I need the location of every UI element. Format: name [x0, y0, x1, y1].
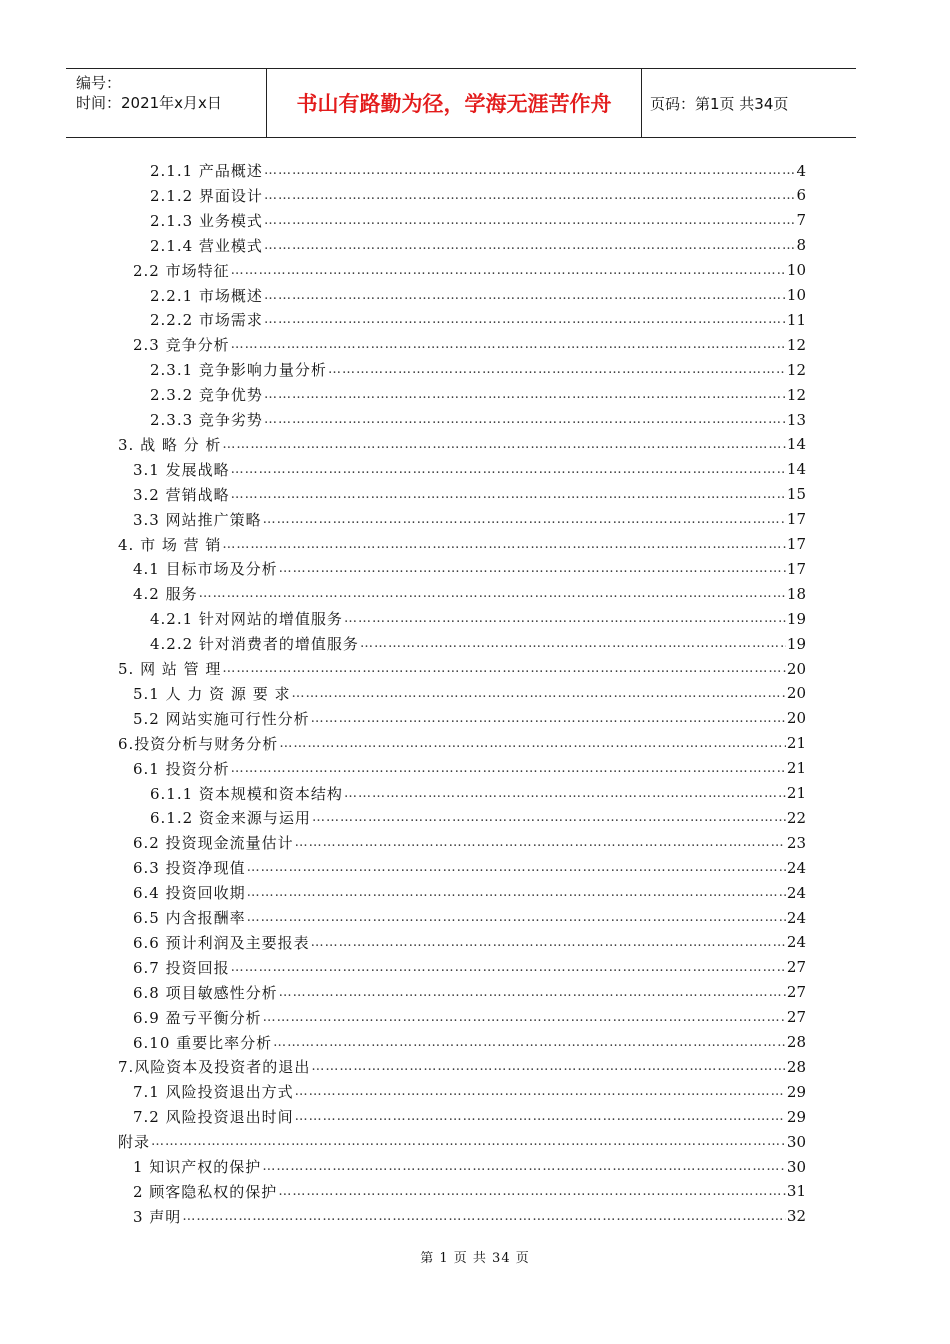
toc-entry[interactable] — [133, 855, 806, 880]
toc-entry-page: 10 — [786, 286, 806, 304]
toc-entry-page: 20 — [786, 709, 806, 728]
toc-entry-page: 14 — [786, 460, 806, 479]
toc-entry-page: 8 — [796, 236, 806, 255]
toc-dot-leader — [279, 561, 786, 576]
toc-dot-leader — [311, 711, 786, 726]
toc-entry[interactable] — [133, 930, 806, 955]
toc-dot-leader — [231, 761, 786, 776]
toc-dot-leader — [264, 387, 786, 402]
toc-entry[interactable] — [118, 532, 806, 557]
toc-entry-title: 6.8 项目敏感性分析 — [133, 983, 278, 1002]
toc-dot-leader — [311, 1059, 786, 1074]
toc-entry[interactable] — [150, 357, 806, 382]
toc-dot-leader — [291, 686, 785, 701]
toc-entry-page: 24 — [786, 883, 806, 902]
toc-entry-page: 19 — [786, 609, 806, 628]
toc-entry-page: 21 — [786, 784, 806, 802]
toc-dot-leader — [264, 163, 796, 178]
toc-dot-leader — [328, 362, 786, 377]
toc-entry-title: 3.2 营销战略 — [133, 485, 230, 504]
toc-entry[interactable] — [150, 233, 806, 258]
toc-dot-leader — [263, 1010, 786, 1025]
toc-entry-title: 6.投资分析与财务分析 — [118, 734, 279, 753]
toc-entry-title: 1 知识产权的保护 — [133, 1158, 262, 1176]
toc-entry-title: 2.2.1 市场概述 — [150, 286, 263, 305]
toc-dot-leader — [262, 1159, 786, 1174]
toc-entry[interactable] — [118, 731, 806, 756]
toc-entry[interactable] — [150, 805, 806, 830]
toc-entry-page: 21 — [786, 734, 806, 753]
toc-entry-page: 24 — [786, 908, 806, 927]
toc-entry-title: 6.5 内含报酬率 — [133, 909, 246, 927]
toc-entry-title: 4.2 服务 — [133, 585, 198, 604]
toc-entry-title: 6.6 预计利润及主要报表 — [133, 933, 310, 952]
toc-dot-leader — [264, 312, 786, 327]
toc-entry-title: 2.3 竞争分析 — [133, 336, 230, 355]
toc-entry-title: 5.1 人 力 资 源 要 求 — [133, 684, 291, 703]
toc-entry[interactable] — [133, 258, 806, 283]
toc-entry-page: 24 — [786, 933, 806, 952]
toc-entry-title: 3 声明 — [133, 1207, 182, 1226]
toc-entry-page: 29 — [786, 1107, 806, 1126]
toc-entry-title: 2.1.4 营业模式 — [150, 236, 263, 255]
toc-dot-leader — [231, 337, 786, 352]
toc-dot-leader — [264, 412, 786, 427]
toc-entry-page: 10 — [786, 261, 806, 280]
toc-entry-page: 31 — [786, 1182, 806, 1201]
toc-dot-leader — [247, 860, 786, 875]
toc-entry[interactable] — [133, 980, 806, 1005]
toc-entry[interactable] — [133, 681, 806, 706]
toc-entry[interactable] — [133, 905, 806, 930]
toc-entry-title: 7.1 风险投资退出方式 — [133, 1083, 294, 1102]
toc-entry[interactable] — [150, 407, 806, 432]
toc-entry[interactable] — [150, 158, 806, 183]
toc-entry[interactable] — [150, 631, 806, 656]
toc-dot-leader — [295, 835, 786, 850]
toc-entry-page: 32 — [786, 1207, 806, 1226]
toc-entry-title: 2.1.1 产品概述 — [150, 162, 263, 180]
toc-entry-title: 2.1.2 界面设计 — [150, 186, 263, 205]
toc-entry-title: 3. 战 略 分 析 — [118, 435, 222, 454]
toc-entry-title: 6.1.2 资金来源与运用 — [150, 809, 311, 828]
toc-entry-page: 28 — [786, 1033, 806, 1051]
toc-entry[interactable] — [133, 507, 806, 532]
toc-dot-leader — [278, 1184, 786, 1199]
toc-dot-leader — [263, 512, 786, 527]
toc-dot-leader — [295, 1084, 786, 1099]
toc-dot-leader — [264, 213, 796, 228]
toc-entry-title: 3.3 网站推广策略 — [133, 510, 262, 529]
toc-entry-page: 24 — [786, 858, 806, 877]
toc-entry-page: 30 — [786, 1157, 806, 1176]
toc-dot-leader — [182, 1209, 786, 1224]
toc-entry-page: 20 — [786, 659, 806, 678]
toc-entry[interactable] — [133, 1030, 806, 1055]
toc-entry-page: 17 — [786, 559, 806, 578]
toc-entry-page: 12 — [786, 385, 806, 404]
toc-dot-leader — [264, 188, 796, 203]
toc-entry-page: 22 — [786, 808, 806, 827]
toc-entry-page: 17 — [786, 535, 806, 553]
toc-dot-leader — [231, 263, 786, 278]
toc-entry[interactable] — [150, 283, 806, 308]
toc-entry[interactable] — [118, 656, 806, 681]
document-header — [66, 68, 856, 138]
toc-entry-page: 11 — [786, 310, 806, 329]
toc-entry-title: 6.9 盈亏平衡分析 — [133, 1008, 262, 1027]
toc-entry-title: 7.风险资本及投资者的退出 — [118, 1058, 311, 1077]
toc-entry-title: 2.3.1 竞争影响力量分析 — [150, 361, 327, 380]
toc-entry-page: 7 — [796, 211, 806, 230]
toc-entry-title: 2 顾客隐私权的保护 — [133, 1182, 278, 1201]
toc-dot-leader — [231, 487, 786, 502]
toc-entry-title: 5.2 网站实施可行性分析 — [133, 709, 310, 728]
toc-entry[interactable] — [133, 1079, 806, 1104]
header-meta — [66, 69, 267, 137]
toc-dot-leader — [231, 960, 786, 975]
toc-entry[interactable] — [133, 1104, 806, 1129]
toc-entry[interactable] — [150, 307, 806, 332]
toc-dot-leader — [231, 462, 786, 477]
toc-entry-page: 18 — [786, 584, 806, 603]
toc-entry[interactable] — [118, 1054, 806, 1079]
toc-entry-page: 17 — [786, 510, 806, 529]
toc-entry-page: 29 — [786, 1082, 806, 1101]
toc-entry-title: 2.2 市场特征 — [133, 261, 230, 280]
toc-entry-page: 15 — [786, 485, 806, 504]
toc-dot-leader — [151, 1134, 786, 1149]
toc-entry-title: 6.7 投资回报 — [133, 958, 230, 977]
header-motto: 书山有路勤为径，学海无涯苦作舟 — [267, 69, 642, 137]
toc-entry[interactable] — [150, 606, 806, 631]
toc-dot-leader — [247, 910, 786, 925]
toc-entry-title: 2.3.2 竞争优势 — [150, 386, 263, 405]
toc-entry[interactable] — [133, 955, 806, 980]
toc-dot-leader — [311, 935, 786, 950]
toc-entry[interactable] — [150, 382, 806, 407]
toc-dot-leader — [344, 611, 786, 626]
toc-dot-leader — [295, 1109, 786, 1124]
toc-entry-title: 2.3.3 竞争劣势 — [150, 411, 263, 429]
toc-entry[interactable] — [118, 432, 806, 457]
toc-dot-leader — [222, 537, 786, 552]
toc-entry[interactable] — [133, 706, 806, 731]
toc-entry[interactable] — [133, 1204, 806, 1229]
toc-entry-page: 20 — [786, 684, 806, 703]
toc-entry-page: 21 — [786, 759, 806, 778]
page-footer: 第 1 页 共 34 页 — [420, 1251, 530, 1266]
toc-entry[interactable] — [133, 1154, 806, 1179]
toc-entry-title: 6.2 投资现金流量估计 — [133, 834, 294, 853]
toc-entry-title: 4. 市 场 营 销 — [118, 535, 222, 554]
toc-entry-title: 6.3 投资净现值 — [133, 859, 246, 878]
toc-entry-title: 4.1 目标市场及分析 — [133, 560, 278, 579]
header-page-info: 页码：第1页 共34页 — [650, 94, 789, 113]
toc-dot-leader — [273, 1035, 786, 1050]
toc-entry-page: 28 — [786, 1057, 806, 1076]
toc-entry[interactable] — [150, 781, 806, 806]
toc-entry[interactable] — [133, 1005, 806, 1030]
toc-entry-title: 3.1 发展战略 — [133, 460, 230, 479]
toc-entry[interactable] — [133, 556, 806, 581]
toc-entry[interactable] — [133, 1179, 806, 1204]
toc-entry[interactable] — [133, 457, 806, 482]
toc-entry[interactable] — [133, 756, 806, 781]
toc-entry-page: 19 — [786, 634, 806, 653]
toc-entry[interactable] — [133, 581, 806, 606]
toc-entry-page: 13 — [786, 410, 806, 429]
toc-entry-page: 14 — [786, 435, 806, 454]
toc-entry-title: 6.1.1 资本规模和资本结构 — [150, 784, 343, 803]
toc-entry-page: 27 — [786, 958, 806, 977]
toc-dot-leader — [222, 661, 786, 676]
toc-entry[interactable] — [133, 482, 806, 507]
toc-entry-title: 6.10 重要比率分析 — [133, 1033, 273, 1052]
toc-dot-leader — [222, 437, 786, 452]
toc-entry-title: 4.2.2 针对消费者的增值服务 — [150, 635, 359, 654]
toc-entry-title: 6.1 投资分析 — [133, 759, 230, 778]
toc-entry-page: 6 — [796, 186, 806, 205]
toc-entry[interactable] — [133, 332, 806, 357]
toc-entry-page: 23 — [786, 833, 806, 852]
time-label: 时间：2021年x月x日 — [76, 94, 222, 112]
toc-dot-leader — [279, 736, 786, 751]
toc-dot-leader — [199, 586, 786, 601]
number-label: 编号： — [76, 74, 122, 92]
toc-entry-page: 12 — [786, 335, 806, 354]
toc-entry-page: 12 — [786, 360, 806, 379]
toc-entry[interactable] — [150, 208, 806, 233]
toc-dot-leader — [264, 288, 786, 303]
toc-entry-title: 5. 网 站 管 理 — [118, 660, 222, 678]
toc-entry-title: 6.4 投资回收期 — [133, 884, 246, 903]
toc-entry[interactable] — [150, 183, 806, 208]
toc-entry-title: 附录 — [118, 1133, 151, 1152]
toc-entry[interactable] — [133, 880, 806, 905]
toc-entry-page: 27 — [786, 983, 806, 1002]
toc-entry-title: 4.2.1 针对网站的增值服务 — [150, 610, 343, 629]
toc-dot-leader — [264, 238, 796, 253]
toc-entry[interactable] — [118, 1129, 806, 1154]
toc-dot-leader — [344, 786, 786, 801]
toc-entry-page: 4 — [796, 161, 806, 180]
toc-entry-page: 27 — [786, 1008, 806, 1027]
toc-dot-leader — [360, 636, 786, 651]
toc-entry-title: 2.1.3 业务模式 — [150, 211, 263, 230]
toc-entry-title: 7.2 风险投资退出时间 — [133, 1108, 294, 1127]
toc-dot-leader — [312, 810, 786, 825]
toc-entry[interactable] — [133, 830, 806, 855]
toc-dot-leader — [279, 985, 786, 1000]
toc-entry-page: 30 — [786, 1132, 806, 1151]
toc-dot-leader — [247, 885, 786, 900]
toc-entry-title: 2.2.2 市场需求 — [150, 311, 263, 330]
